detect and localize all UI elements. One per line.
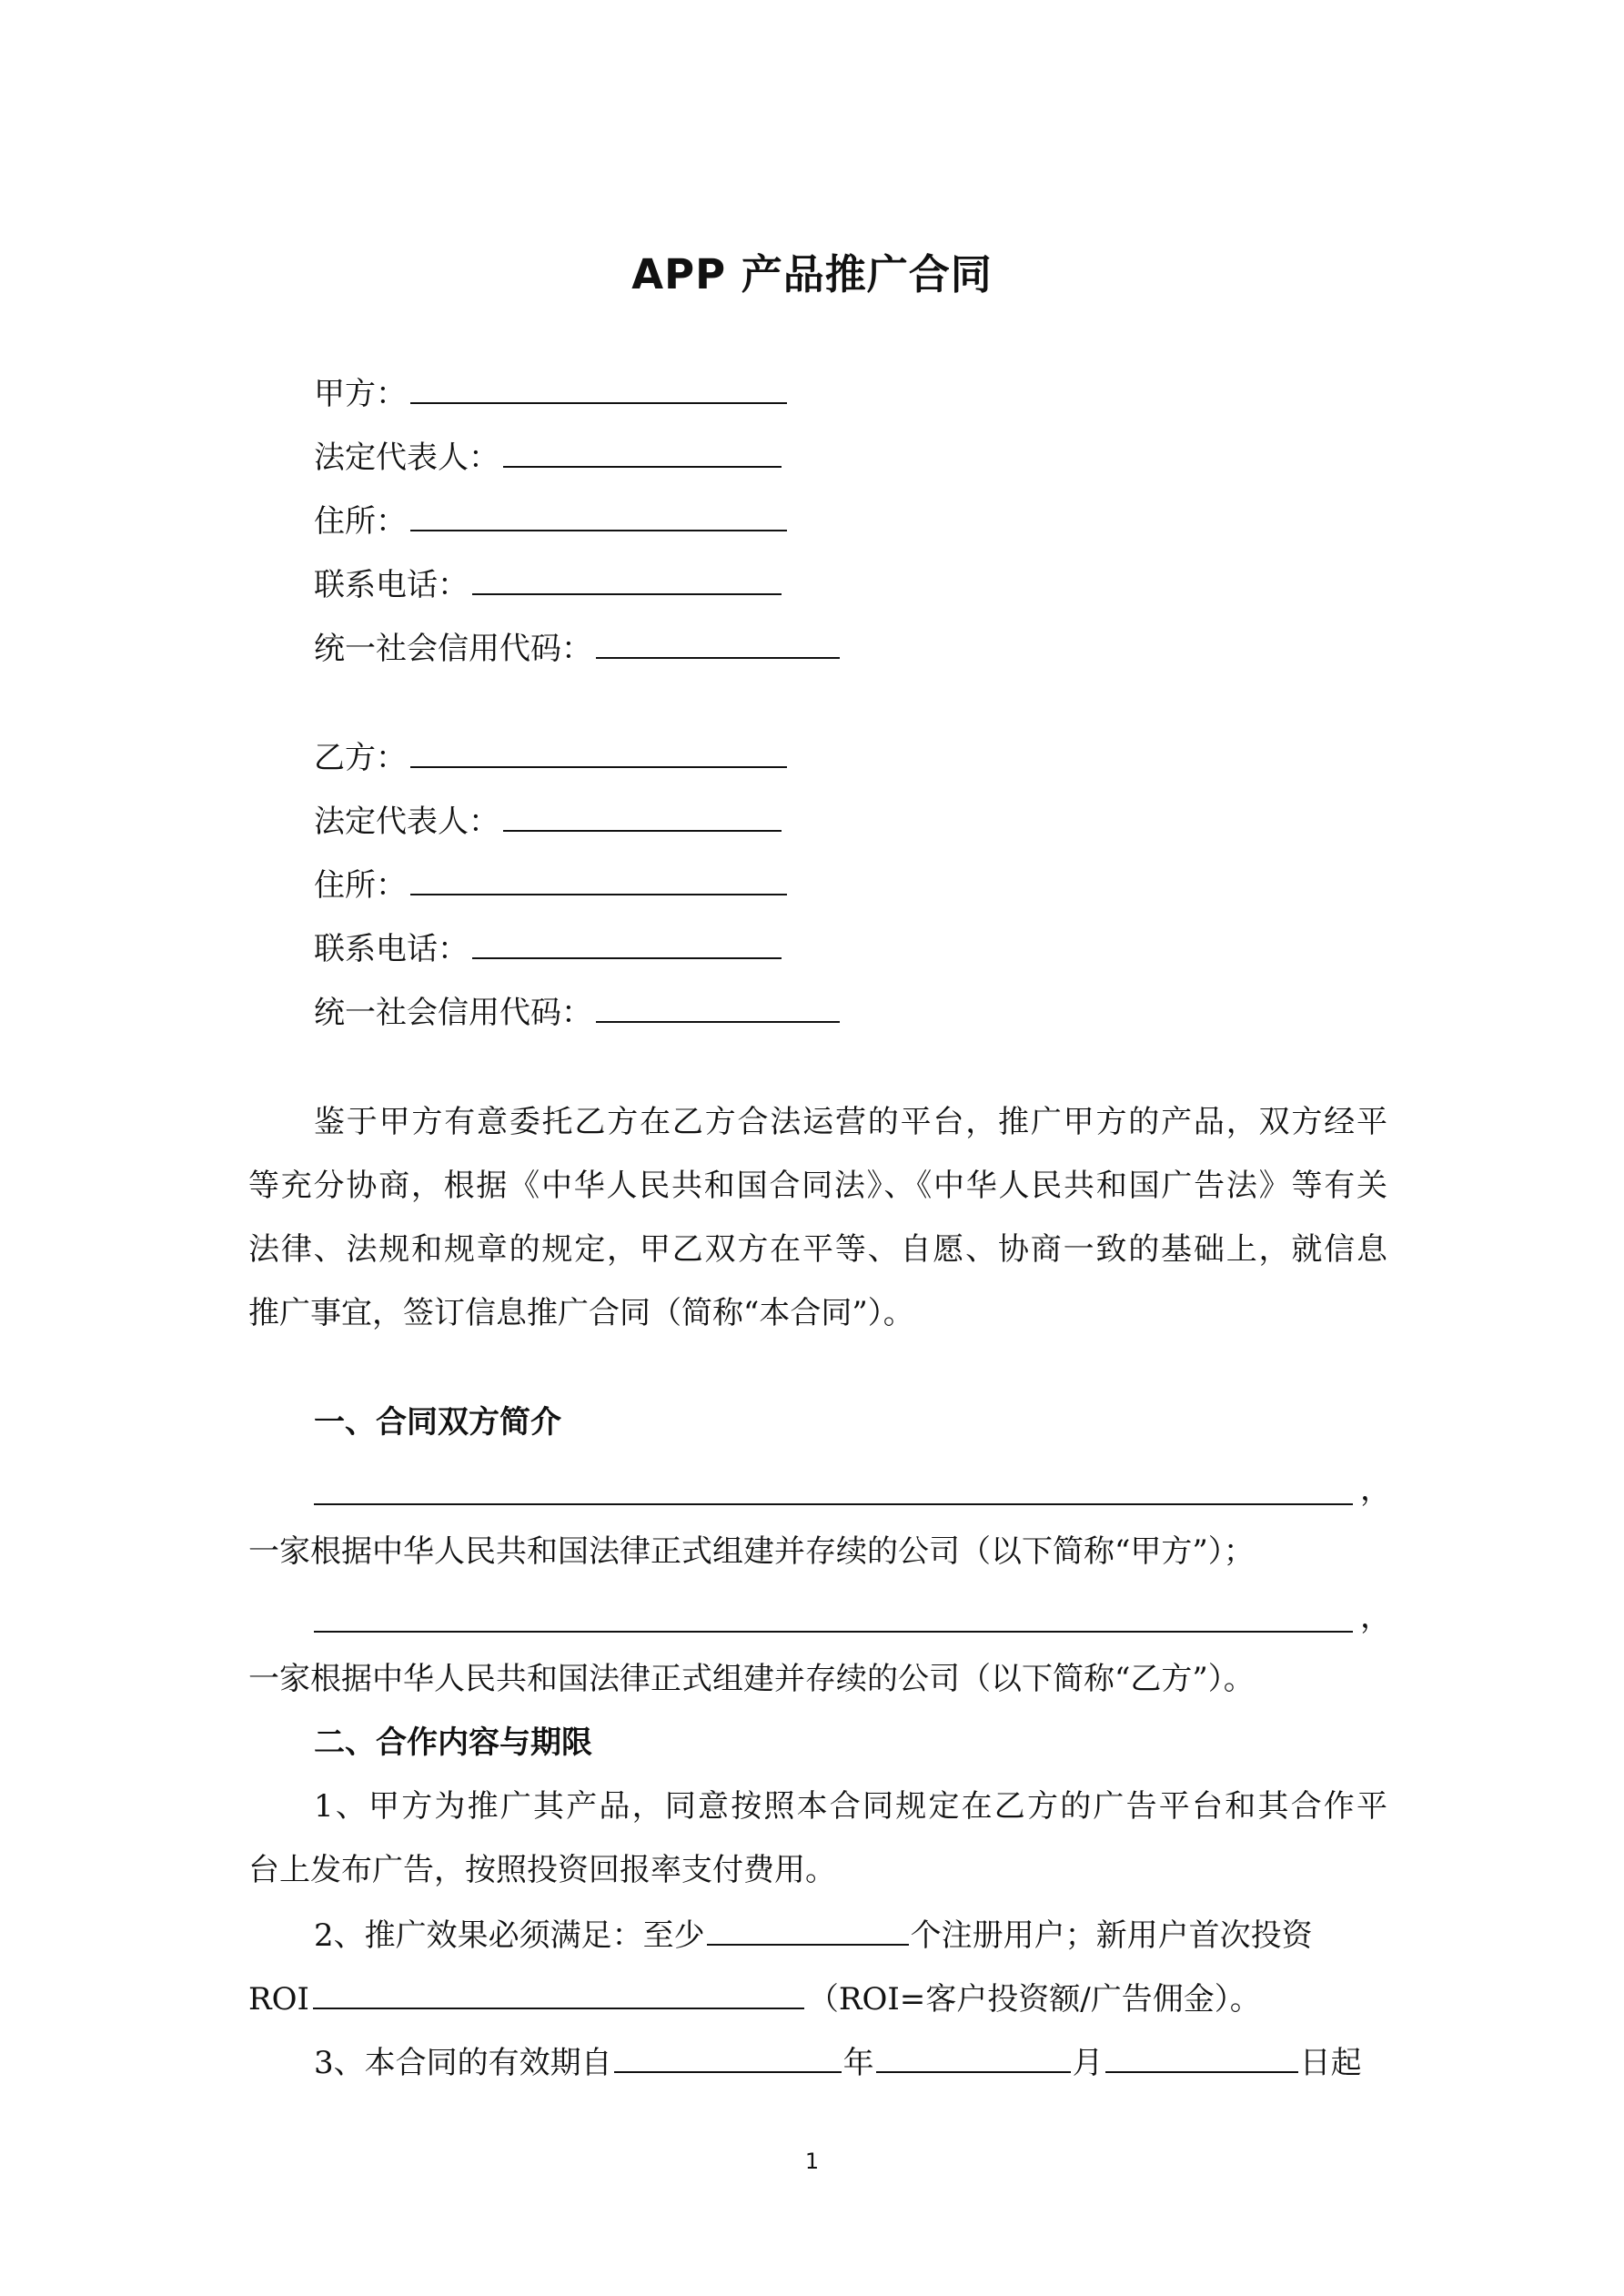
item-2-mid: 个注册用户；新用户首次投资 — [910, 1917, 1313, 1954]
party-a-address-field[interactable] — [410, 499, 787, 531]
section-2-item-2-line-1 — [314, 1913, 1313, 1957]
party-b-credit-label: 统一社会信用代码： — [314, 995, 592, 1031]
party-b-credit-row — [314, 990, 840, 1034]
item-3-month: 月 — [1072, 2045, 1104, 2081]
party-a-description: 一家根据中华人民共和国法律正式组建并存续的公司（以下简称“甲方”）； — [248, 1533, 1255, 1570]
preamble-line-2: 等充分协商，根据《中华人民共和国合同法》、《中华人民共和国广告法》等有关 — [248, 1168, 1387, 1204]
party-a-rep-field[interactable] — [503, 435, 782, 468]
registered-users-field[interactable] — [707, 1913, 909, 1946]
party-b-description: 一家根据中华人民共和国法律正式组建并存续的公司（以下简称“乙方”）。 — [248, 1661, 1255, 1697]
party-a-rep-label: 法定代表人： — [314, 440, 499, 476]
section-2-item-3-line-1 — [314, 2040, 1362, 2084]
party-a-name-row — [314, 371, 787, 415]
item-2-suffix: （ROI=客户投资额/广告佣金）。 — [807, 1981, 1261, 2018]
party-a-company-comma: ， — [1360, 1472, 1391, 1508]
document-title: APP 产品推广合同 — [631, 250, 993, 298]
start-month-field[interactable] — [876, 2040, 1071, 2073]
party-b-phone-label: 联系电话： — [314, 931, 469, 967]
party-a-name-label: 甲方： — [314, 376, 407, 412]
page-number: 1 — [804, 2149, 820, 2174]
section-2-heading: 二、合作内容与期限 — [314, 1725, 592, 1761]
section-1-heading: 一、合同双方简介 — [314, 1404, 561, 1441]
party-b-company-field[interactable] — [314, 1629, 1353, 1633]
party-b-phone-field[interactable] — [472, 926, 782, 959]
item-3-prefix: 3、本合同的有效期自 — [314, 2045, 612, 2081]
party-a-phone-row — [314, 562, 782, 606]
party-b-company-comma: ， — [1360, 1599, 1391, 1635]
party-b-phone-row — [314, 926, 782, 970]
party-a-company-field[interactable] — [314, 1502, 1353, 1505]
party-a-name-field[interactable] — [410, 371, 787, 404]
party-a-credit-label: 统一社会信用代码： — [314, 631, 592, 667]
party-b-name-field[interactable] — [410, 735, 787, 768]
party-a-credit-row — [314, 626, 840, 670]
party-b-address-label: 住所： — [314, 867, 407, 904]
item-2-roi-label: ROI — [248, 1981, 309, 2018]
preamble-line-1: 鉴于甲方有意委托乙方在乙方合法运营的平台，推广甲方的产品，双方经平 — [314, 1104, 1387, 1140]
item-3-year: 年 — [842, 2045, 874, 2081]
preamble-line-3: 法律、法规和规章的规定，甲乙双方在平等、自愿、协商一致的基础上，就信息 — [248, 1231, 1387, 1268]
party-b-name-row — [314, 735, 787, 779]
party-b-name-label: 乙方： — [314, 740, 407, 776]
section-2-item-1-line-1: 1、甲方为推广其产品，同意按照本合同规定在乙方的广告平台和其合作平 — [314, 1788, 1387, 1825]
start-year-field[interactable] — [614, 2040, 842, 2073]
section-2-item-2-line-2 — [248, 1977, 1261, 2020]
party-a-rep-row — [314, 435, 782, 479]
party-b-rep-field[interactable] — [503, 799, 782, 832]
party-b-rep-row — [314, 799, 782, 843]
party-a-credit-field[interactable] — [596, 626, 840, 659]
party-b-address-field[interactable] — [410, 863, 787, 895]
start-day-field[interactable] — [1105, 2040, 1298, 2073]
preamble-line-4: 推广事宜，签订信息推广合同（简称“本合同”）。 — [248, 1295, 914, 1331]
party-a-phone-label: 联系电话： — [314, 567, 469, 603]
party-b-address-row — [314, 863, 787, 906]
roi-field[interactable] — [313, 1977, 804, 2009]
section-2-item-1-line-2: 台上发布广告，按照投资回报率支付费用。 — [248, 1852, 836, 1888]
party-a-phone-field[interactable] — [472, 562, 782, 595]
party-a-address-row — [314, 499, 787, 542]
item-3-day: 日起 — [1299, 2045, 1362, 2081]
item-2-prefix: 2、推广效果必须满足：至少 — [314, 1917, 705, 1954]
party-b-credit-field[interactable] — [596, 990, 840, 1023]
party-a-address-label: 住所： — [314, 503, 407, 540]
party-b-rep-label: 法定代表人： — [314, 804, 499, 840]
